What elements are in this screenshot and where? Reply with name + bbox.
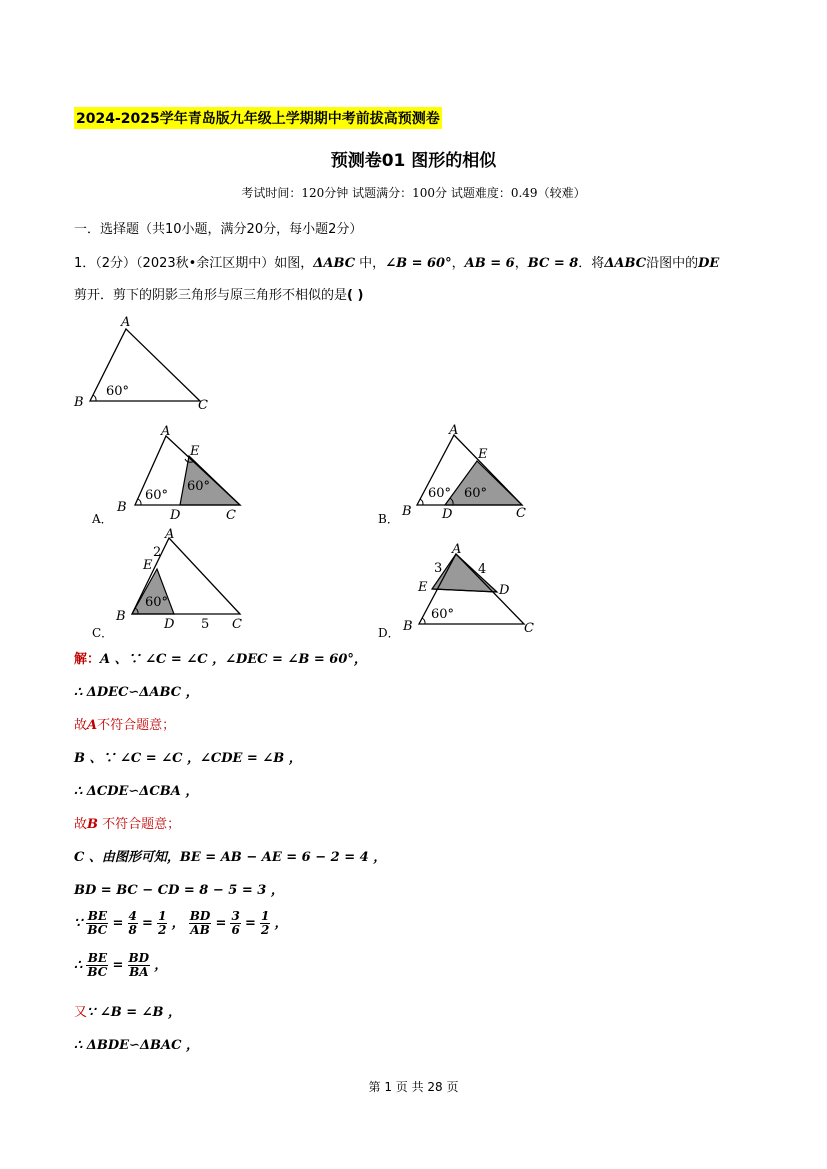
figure-label: D (442, 507, 453, 520)
solution-line-12: ∴ ΔBDE∽ΔBAC ， (74, 1038, 199, 1053)
option-a-figure (112, 422, 252, 522)
main-triangle-figure (72, 312, 222, 412)
figure-label: 60° (145, 595, 169, 610)
figure-label: D (164, 617, 175, 632)
option-d-label: D． (378, 626, 400, 640)
figure-label: A (161, 424, 171, 439)
figure-label: B (402, 504, 412, 519)
figure-label: 60° (145, 488, 169, 503)
figure-label: A (452, 542, 462, 557)
figure-label: B (116, 609, 126, 624)
figure-label: B (403, 619, 413, 634)
option-d-figure (398, 540, 540, 636)
figure-label: 60° (464, 486, 488, 501)
option-c-label: C． (92, 626, 114, 640)
figure-label: A (165, 528, 175, 542)
option-c-figure (112, 528, 252, 634)
vertex-label-B: B (74, 395, 84, 410)
figure-label: D (170, 508, 181, 522)
figure-label: 2 (153, 545, 162, 560)
figure-label: 4 (478, 562, 487, 577)
figure-label: E (143, 558, 153, 573)
figure-label: B (117, 500, 127, 515)
solution-line-3: 故A不符合题意； (74, 718, 176, 733)
figure-label: 3 (434, 561, 443, 576)
figure-label: 60° (428, 486, 452, 501)
figure-label: 60° (431, 607, 455, 622)
solution-line-9: ∵ $\frac{BE}{BC}$ = $\frac{4}{8}$ = $\frac{1}{2}$ ， $\frac{BD}{AB}$ = $\frac{3}{6}$ = $\frac{1}{2}$ ， (74, 909, 288, 937)
solution-line-1: 解：A 、∵ ∠C = ∠C ，∠DEC = ∠B = 60°， (74, 652, 367, 667)
solution-line-6: 故B 不符合题意； (74, 817, 181, 832)
figure-label: 60° (187, 479, 211, 494)
solution-line-11: 又∵ ∠B = ∠B ， (74, 1005, 182, 1020)
solution-line-10: ∴ $\frac{BE}{BC}$ = $\frac{BD}{BA}$ ， (74, 951, 168, 979)
vertex-label-A: A (121, 315, 131, 330)
solution-line-2: ∴ ΔDEC∽ΔABC ， (74, 685, 199, 700)
exam-meta: 考试时间：120分钟 试题满分：100分 试题难度：0.49（较难） (241, 186, 586, 200)
figure-label: E (190, 444, 200, 459)
section-heading: 一．选择题（共10小题，满分20分，每小题2分） (74, 222, 363, 237)
figure-label: 5 (201, 617, 210, 632)
figure-label: C (524, 621, 534, 636)
vertex-label-C: C (198, 398, 208, 412)
solution-line-4: B 、∵ ∠C = ∠C ，∠CDE = ∠B ， (74, 751, 302, 766)
angle-label: 60° (106, 384, 130, 399)
solution-line-7: C 、由图形可知，BE = AB − AE = 6 − 2 = 4 ， (74, 850, 387, 865)
figure-label: C (516, 506, 526, 520)
option-b-figure (398, 420, 538, 520)
figure-label: C (232, 617, 242, 632)
exam-banner: 2024-2025学年青岛版九年级上学期期中考前拔高预测卷 (74, 107, 442, 129)
option-b-label: B． (378, 512, 399, 526)
question-line-1: 1．（2分）（2023秋•余江区期中）如图，ΔABC 中，∠B = 60°，AB = 6，BC = 8．将ΔABC沿图中的DE (74, 256, 720, 271)
figure-label: D (499, 583, 510, 598)
option-a-label: A． (92, 512, 113, 526)
figure-label: C (226, 508, 236, 522)
figure-label: E (478, 447, 488, 462)
page-footer: 第 1 页 共 28 页 (368, 1080, 459, 1094)
figure-label: E (418, 580, 428, 595)
solution-line-8: BD = BC − CD = 8 − 5 = 3 ， (74, 883, 284, 898)
solution-line-5: ∴ ΔCDE∽ΔCBA ， (74, 784, 199, 799)
question-line-2: 剪开．剪下的阴影三角形与原三角形不相似的是( ) (74, 288, 364, 303)
page-title: 预测卷01 图形的相似 (330, 151, 497, 171)
figure-label: A (449, 423, 459, 438)
